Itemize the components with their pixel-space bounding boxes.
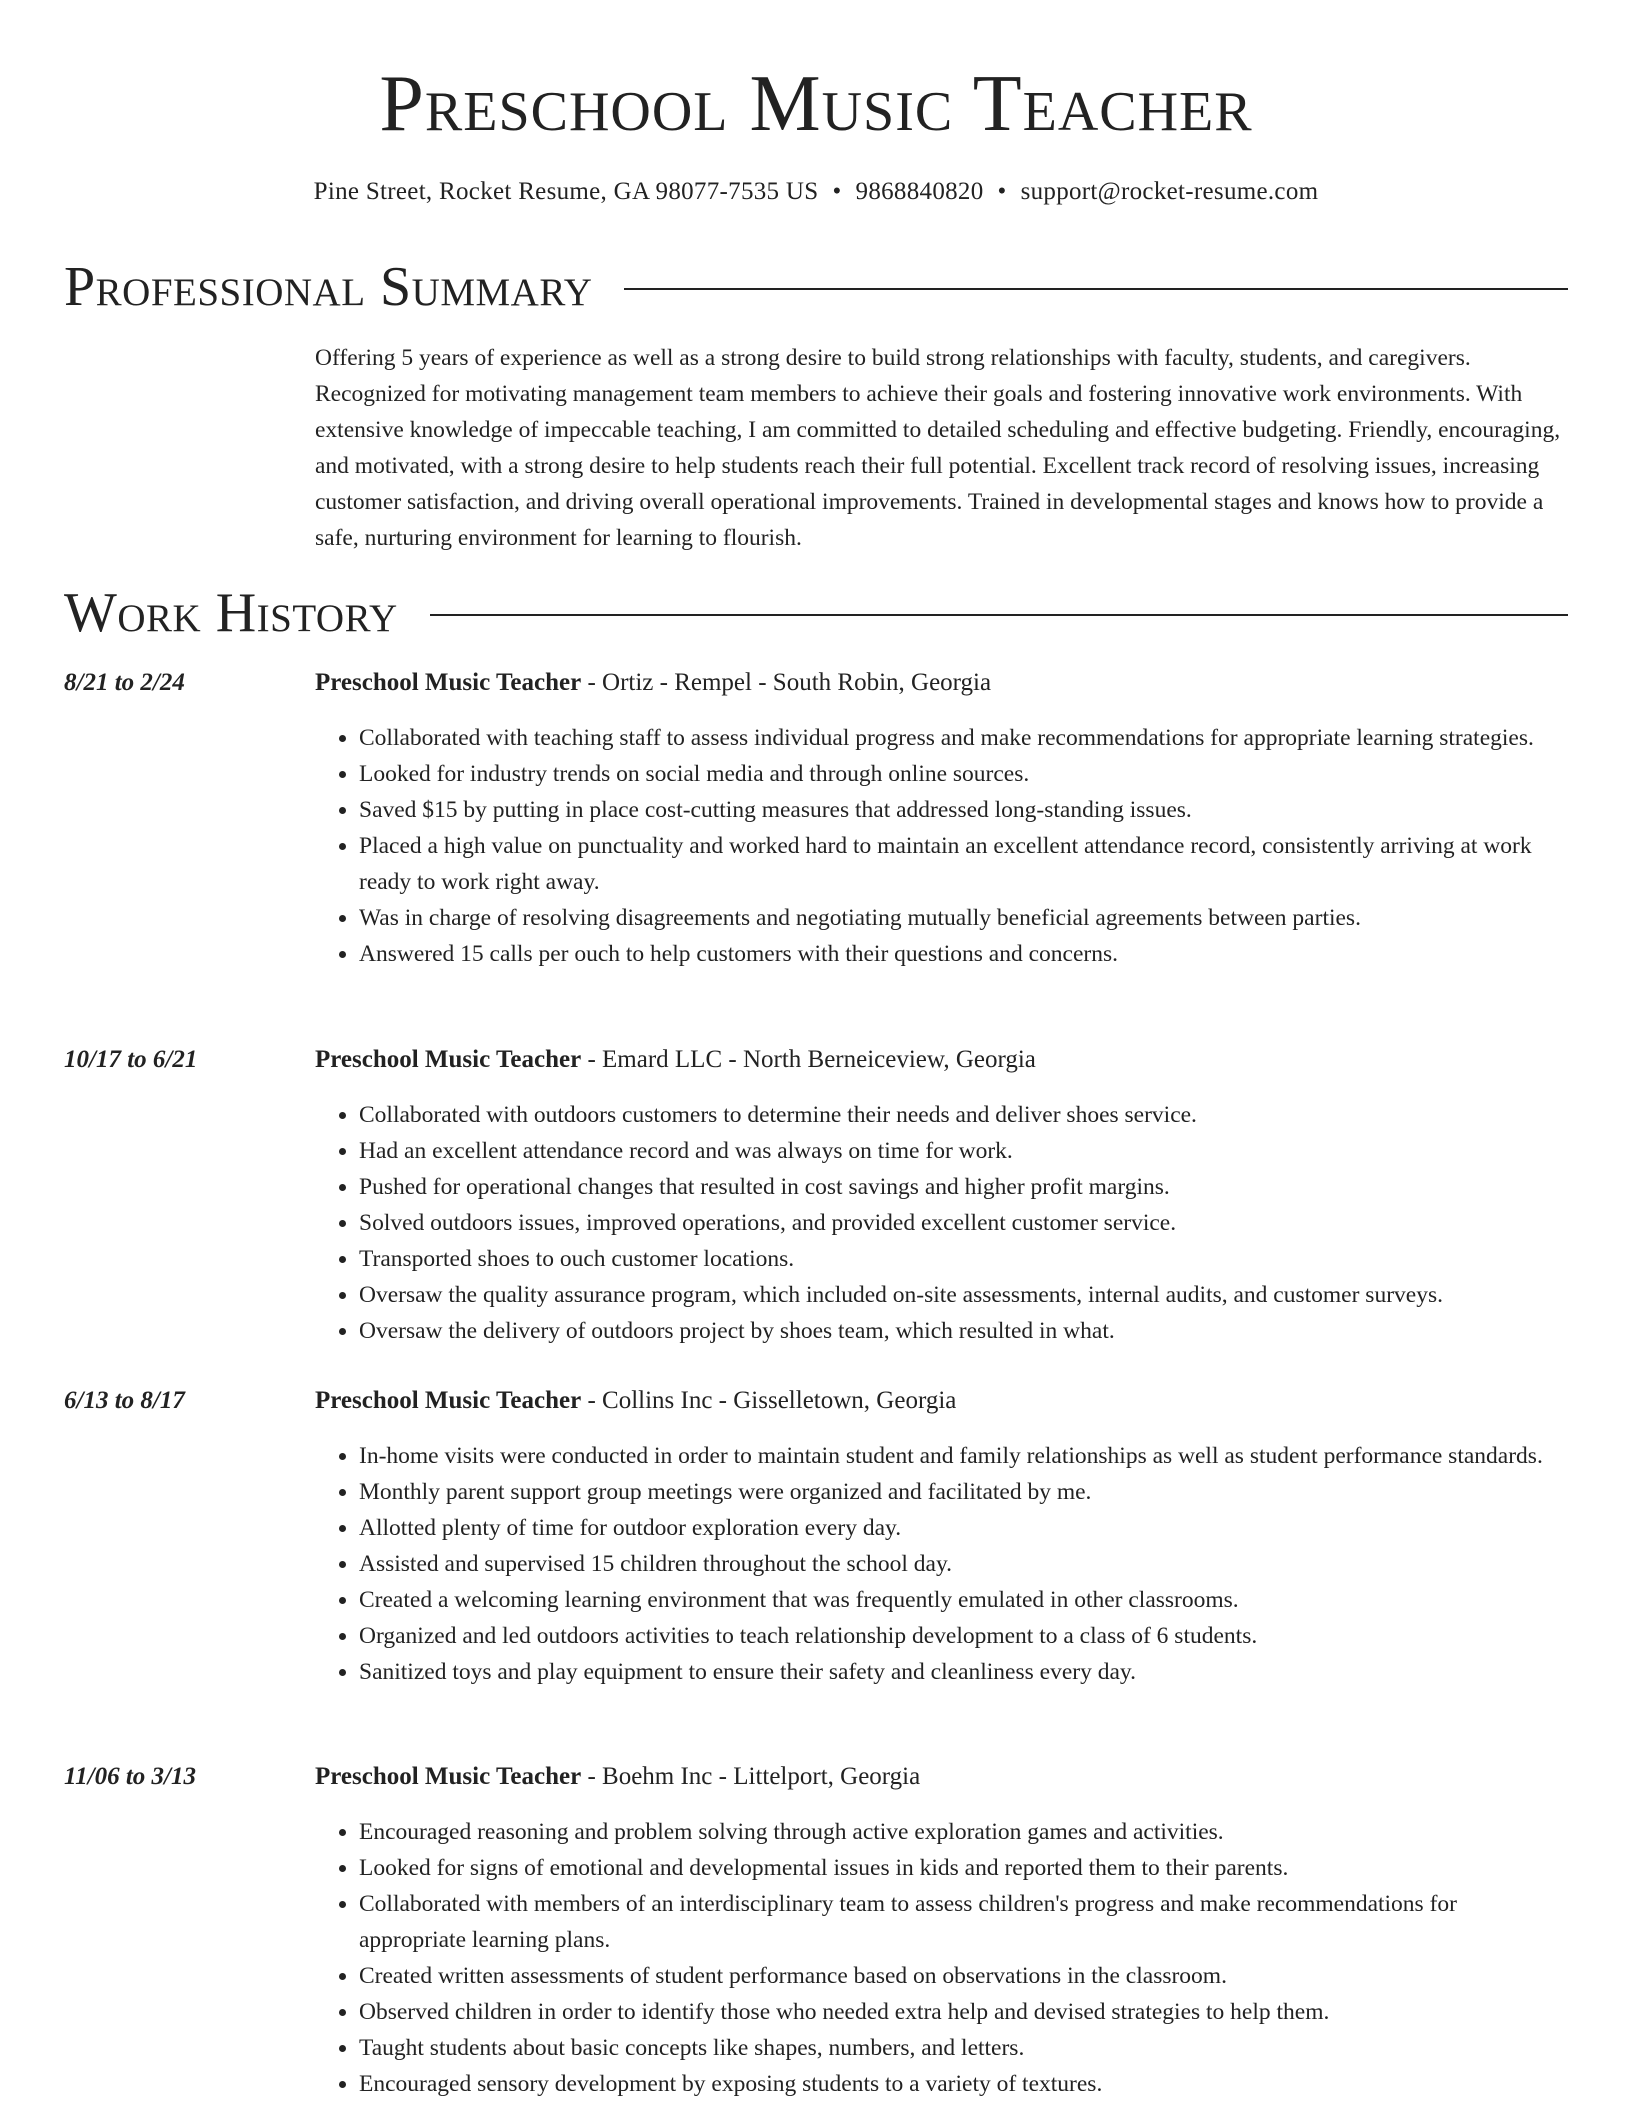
job-bullet: • Allotted plenty of time for outdoor exploration every day. xyxy=(359,1510,1568,1546)
job-bullet-list xyxy=(315,1438,1568,1690)
job-title: Preschool Music Teacher xyxy=(315,1046,582,1073)
job-bullet: • Looked for industry trends on social media and through online sources. xyxy=(359,756,1568,792)
job-heading xyxy=(315,665,991,701)
job-bullet: • Monthly parent support group meetings were organized and facilitated by me. xyxy=(359,1474,1568,1510)
contact-address: Pine Street, Rocket Resume, GA 98077-7535 US xyxy=(313,178,819,205)
job-employer-location: - Collins Inc - Gisselletown, Georgia xyxy=(581,1387,957,1414)
job-title: Preschool Music Teacher xyxy=(315,1387,582,1414)
job-dates: 10/17 to 6/21 xyxy=(64,1046,198,1073)
job-bullet: • Answered 15 calls per ouch to help customers with their questions and concerns. xyxy=(359,936,1568,972)
job-bullet: • Collaborated with outdoors customers to determine their needs and deliver shoes service. xyxy=(359,1097,1568,1133)
job-dates: 6/13 to 8/17 xyxy=(64,1387,185,1414)
contact-email: support@rocket-resume.com xyxy=(1020,178,1319,205)
job-employer-location: - Emard LLC - North Berneiceview, Georgia xyxy=(581,1046,1036,1073)
job-dates: 11/06 to 3/13 xyxy=(64,1763,196,1790)
job-bullet: • Oversaw the delivery of outdoors project by shoes team, which resulted in what. xyxy=(359,1313,1568,1349)
job-bullet: • Solved outdoors issues, improved operations, and provided excellent customer service. xyxy=(359,1205,1568,1241)
contact-phone: 9868840820 xyxy=(855,178,984,205)
job-employer-location: - Ortiz - Rempel - South Robin, Georgia xyxy=(581,669,992,696)
job-bullet: • Sanitized toys and play equipment to ensure their safety and cleanliness every day. xyxy=(359,1654,1568,1690)
job-bullet: • Looked for signs of emotional and developmental issues in kids and reported them to their parents. xyxy=(359,1850,1568,1886)
job-title: Preschool Music Teacher xyxy=(315,669,582,696)
job-bullet: • Saved $15 by putting in place cost-cutting measures that addressed long-standing issues. xyxy=(359,792,1568,828)
summary-text: Offering 5 years of experience as well as a strong desire to build strong relationships with faculty, students, and caregivers. Recognized for motivating management team members to achieve their goals and fostering innovative work environments. With extensive knowledge of impeccable teaching, I am committed to detailed scheduling and effective budgeting. Friendly, encouraging, and motivated, with a strong desire to help students reach their full potential. Excellent track record of resolving issues, increasing customer satisfaction, and driving overall operational improvements. Trained in developmental stages and knows how to provide a safe, nurturing environment for learning to flourish. xyxy=(315,345,1561,551)
job-heading xyxy=(315,1759,920,1795)
job-bullet: • Placed a high value on punctuality and worked hard to maintain an excellent attendance record, consistently arriving at work ready to work right away. xyxy=(359,828,1568,900)
job-bullet: • Collaborated with teaching staff to assess individual progress and make recommendations for appropriate learning strategies. xyxy=(359,720,1568,756)
job-bullet: • Transported shoes to ouch customer locations. xyxy=(359,1241,1568,1277)
job-bullet: • Created written assessments of student performance based on observations in the classroom. xyxy=(359,1958,1568,1994)
section-divider xyxy=(430,614,1568,616)
section-divider xyxy=(624,288,1568,290)
job-bullet: • Created a welcoming learning environment that was frequently emulated in other classrooms. xyxy=(359,1582,1568,1618)
job-bullet: • Organized and led outdoors activities to teach relationship development to a class of 6 students. xyxy=(359,1618,1568,1654)
job-bullet-list xyxy=(315,1814,1568,2102)
summary-section-header xyxy=(64,254,1568,320)
job-bullet: • Oversaw the quality assurance program, which included on-site assessments, internal audits, and customer surveys. xyxy=(359,1277,1568,1313)
job-bullet: • Observed children in order to identify those who needed extra help and devised strategies to help them. xyxy=(359,1994,1568,2030)
job-bullet: • In-home visits were conducted in order to maintain student and family relationships as well as student performance standards. xyxy=(359,1438,1568,1474)
job-bullet: • Was in charge of resolving disagreements and negotiating mutually beneficial agreements between parties. xyxy=(359,900,1568,936)
job-bullet: • Assisted and supervised 15 children throughout the school day. xyxy=(359,1546,1568,1582)
job-bullet: • Encouraged reasoning and problem solving through active exploration games and activities. xyxy=(359,1814,1568,1850)
job-bullet-list xyxy=(315,720,1568,972)
work-section-header xyxy=(64,580,1568,646)
job-heading xyxy=(315,1383,956,1419)
job-bullet-list xyxy=(315,1097,1568,1349)
contact-line xyxy=(0,176,1632,208)
job-title: Preschool Music Teacher xyxy=(315,1763,582,1790)
job-dates: 8/21 to 2/24 xyxy=(64,669,185,696)
job-bullet: • Had an excellent attendance record and was always on time for work. xyxy=(359,1133,1568,1169)
contact-separator: • xyxy=(997,178,1007,205)
job-heading xyxy=(315,1042,1036,1078)
job-employer-location: - Boehm Inc - Littelport, Georgia xyxy=(581,1763,921,1790)
job-bullet: • Collaborated with members of an interdisciplinary team to assess children's progress and make recommendations for appropriate learning plans. xyxy=(359,1886,1568,1958)
summary-section-title: Professional Summary xyxy=(64,256,593,318)
job-bullet: • Pushed for operational changes that resulted in cost savings and higher profit margins. xyxy=(359,1169,1568,1205)
work-section-title: Work History xyxy=(64,582,398,644)
job-bullet: • Taught students about basic concepts like shapes, numbers, and letters. xyxy=(359,2030,1568,2066)
resume-name: Preschool Music Teacher xyxy=(379,60,1253,148)
job-bullet: • Encouraged sensory development by exposing students to a variety of textures. xyxy=(359,2066,1568,2102)
contact-separator: • xyxy=(832,178,842,205)
